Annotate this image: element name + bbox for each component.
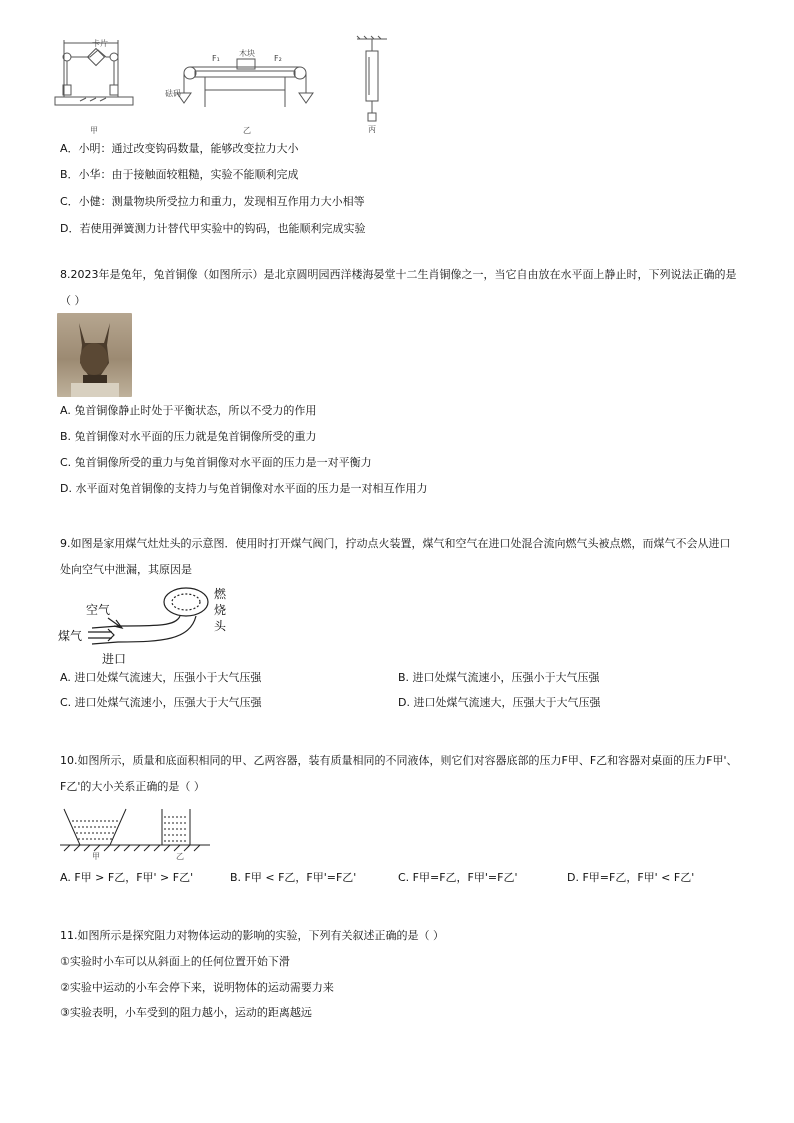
q10-option-b: B. F甲 < F乙，F甲'=F乙': [230, 871, 357, 884]
q9-stem-line2: 处向空气中泄漏，其原因是: [60, 563, 192, 576]
q10-option-a: A. F甲 > F乙，F甲' > F乙': [60, 871, 194, 884]
q10-stem-line1: 10.如图所示，质量和底面积相同的甲、乙两容器，装有质量相同的不同液体，则它们对容器底部的压力F甲、F乙和容器对桌面的压力F甲'、: [60, 754, 738, 767]
q7-label-bing: 丙: [368, 125, 376, 134]
q9-inlet-label: 进口: [102, 652, 127, 666]
q7-label-jia: 甲: [90, 126, 98, 135]
q9-option-d: D. 进口处煤气流速大，压强大于大气压强: [398, 696, 601, 709]
q11-stem: 11.如图所示是探究阻力对物体运动的影响的实验，下列有关叙述正确的是（ ）: [60, 929, 444, 942]
q7-weight-label: 砝码: [165, 89, 181, 98]
q9-option-b: B. 进口处煤气流速小，压强小于大气压强: [398, 671, 600, 684]
q7-figure-jia: [50, 35, 140, 135]
q10-label-jia: 甲: [92, 852, 100, 861]
q10-stem-line2: F乙'的大小关系正确的是（ ）: [60, 780, 205, 793]
q9-option-c: C. 进口处煤气流速小，压强大于大气压强: [60, 696, 262, 709]
q8-option-c: C. 兔首铜像所受的重力与兔首铜像对水平面的压力是一对平衡力: [60, 456, 372, 469]
q7-figure-bing: [352, 35, 392, 135]
q8-stem-line2: （ ）: [60, 294, 86, 307]
q9-gas-label: 煤气: [58, 629, 83, 643]
q7-option-c: C．小健：测量物块所受拉力和重力，发现相互作用力大小相等: [60, 195, 365, 208]
q7-option-d: D．若使用弹簧测力计替代甲实验中的钩码，也能顺利完成实验: [60, 222, 366, 235]
q11-item-1: ①实验时小车可以从斜面上的任何位置开始下滑: [60, 955, 290, 968]
q8-option-a: A. 兔首铜像静止时处于平衡状态，所以不受力的作用: [60, 404, 317, 417]
q8-stem-line1: 8.2023年是兔年，兔首铜像（如图所示）是北京圆明园西洋楼海晏堂十二生肖铜像之一，当它自由放在水平面上静止时，下列说法正确的是: [60, 268, 737, 281]
q9-burner-label-1: 燃: [214, 587, 227, 601]
q10-option-c: C. F甲=F乙，F甲'=F乙': [398, 871, 518, 884]
q9-burner-label-3: 头: [214, 619, 227, 633]
q10-option-d: D. F甲=F乙，F甲' < F乙': [567, 871, 695, 884]
q9-burner-label-2: 烧: [214, 603, 227, 617]
q9-stem-line1: 9.如图是家用煤气灶灶头的示意图．使用时打开煤气阀门，拧动点火装置，煤气和空气在进口处混合流向燃气头被点燃，而煤气不会从进口: [60, 537, 731, 550]
q10-label-yi: 乙: [176, 852, 184, 861]
q9-option-a: A. 进口处煤气流速大，压强小于大气压强: [60, 671, 262, 684]
rabbit-head-bronze-photo: [57, 313, 132, 397]
q7-label-yi: 乙: [243, 126, 251, 135]
q7-block-label: 木块: [239, 49, 255, 58]
q7-option-b: B．小华：由于接触面较粗糙，实验不能顺利完成: [60, 168, 299, 181]
q7-option-a: A．小明：通过改变钩码数量，能够改变拉力大小: [60, 142, 299, 155]
q11-item-2: ②实验中运动的小车会停下来，说明物体的运动需要力来: [60, 981, 334, 994]
q7-card-label: 卡片: [92, 39, 108, 48]
q11-item-3: ③实验表明，小车受到的阻力越小，运动的距离越远: [60, 1006, 312, 1019]
q7-f2-label: F₂: [274, 54, 282, 63]
q8-option-d: D. 水平面对兔首铜像的支持力与兔首铜像对水平面的压力是一对相互作用力: [60, 482, 428, 495]
q8-option-b: B. 兔首铜像对水平面的压力就是兔首铜像所受的重力: [60, 430, 317, 443]
q9-air-label: 空气: [86, 603, 111, 617]
q7-f1-label: F₁: [212, 54, 220, 63]
